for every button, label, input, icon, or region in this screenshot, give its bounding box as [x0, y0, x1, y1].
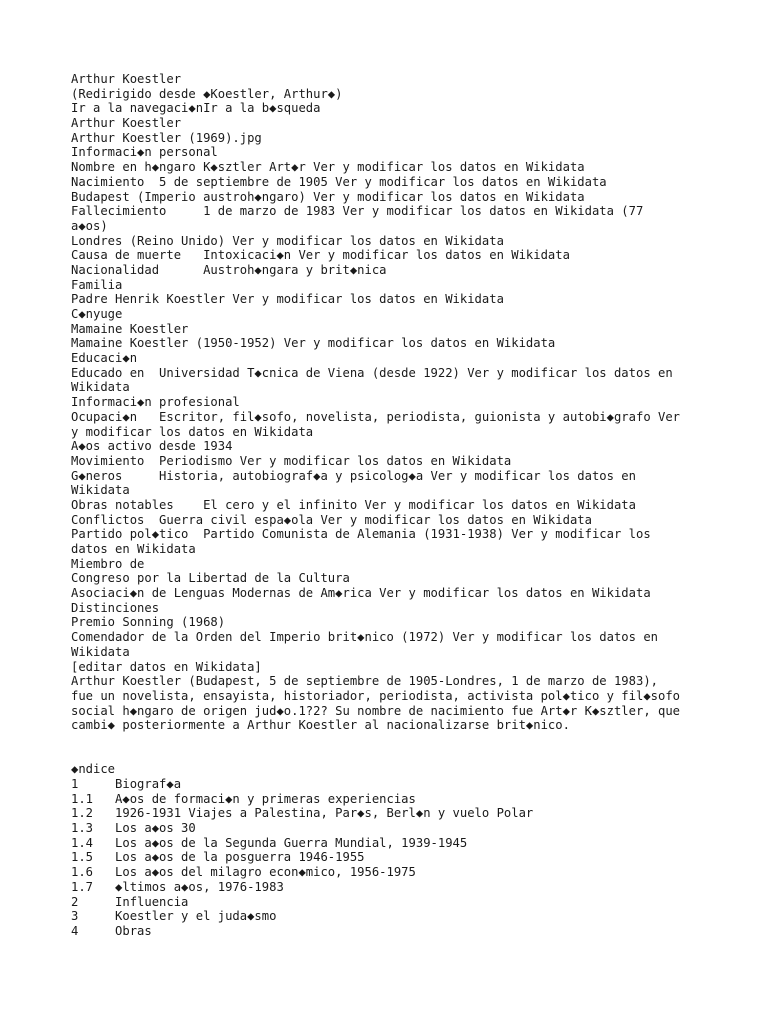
text-line: Londres (Reino Unido) Ver y modificar los datos en Wikidata [71, 233, 504, 248]
text-line: Wikidata [71, 644, 130, 659]
text-line: Congreso por la Libertad de la Cultura [71, 571, 350, 586]
text-line: Comendador de la Orden del Imperio brit◆nico (1972) Ver y modificar los datos en [71, 630, 658, 645]
text-line: Nombre en h◆ngaro K◆sztler Art◆r Ver y modificar los datos en Wikidata [71, 160, 585, 175]
text-line: Mamaine Koestler (1950-1952) Ver y modificar los datos en Wikidata [71, 336, 556, 351]
text-line: Obras notables El cero y el infinito Ver y modificar los datos en Wikidata [71, 497, 636, 512]
text-line: 1.1 A◆os de formaci◆n y primeras experiencias [71, 791, 416, 806]
text-line: Asociaci◆n de Lenguas Modernas de Am◆rica Ver y modificar los datos en Wikidata [71, 586, 651, 601]
text-line: 1.7 ◆ltimos a◆os, 1976-1983 [71, 879, 284, 894]
text-line: C◆nyuge [71, 307, 123, 321]
text-line: Partido pol◆tico Partido Comunista de Alemania (1931-1938) Ver y modificar los [71, 527, 651, 542]
text-line: 1 Biograf◆a [71, 777, 182, 791]
text-line: Causa de muerte Intoxicaci◆n Ver y modificar los datos en Wikidata [71, 248, 570, 263]
text-line: 1.2 1926-1931 Viajes a Palestina, Par◆s, Berl◆n y vuelo Polar [71, 806, 534, 821]
text-line: G◆neros Historia, autobiograf◆a y psicolog◆a Ver y modificar los datos en [71, 468, 636, 483]
text-line: Distinciones [71, 600, 160, 615]
text-line: 1.3 Los a◆os 30 [71, 821, 196, 836]
text-line: 4 Obras [71, 923, 152, 938]
text-line: Ir a la navegaci◆nIr a la b◆squeda [71, 101, 321, 116]
text-line: 1.4 Los a◆os de la Segunda Guerra Mundial, 1939-1945 [71, 835, 468, 850]
text-line: (Redirigido desde ◆Koestler, Arthur◆) [71, 86, 343, 101]
text-line: Arthur Koestler [71, 72, 182, 86]
blank-line [71, 748, 691, 763]
text-line: Fallecimiento 1 de marzo de 1983 Ver y modificar los datos en Wikidata (77 [71, 204, 644, 219]
text-line: 1.6 Los a◆os del milagro econ◆mico, 1956-1975 [71, 865, 416, 880]
text-line: Familia [71, 277, 123, 292]
text-line: ◆ndice [71, 762, 116, 777]
text-line: y modificar los datos en Wikidata [71, 424, 314, 439]
text-line: 2 Influencia [71, 894, 189, 909]
text-line: 3 Koestler y el juda◆smo [71, 909, 277, 924]
text-line: a◆os) [71, 218, 108, 233]
text-line: Educaci◆n [71, 351, 138, 366]
blank-line [71, 733, 691, 748]
text-line: Educado en Universidad T◆cnica de Viena (desde 1922) Ver y modificar los datos en [71, 365, 673, 380]
text-line: Budapest (Imperio austroh◆ngaro) Ver y modificar los datos en Wikidata [71, 189, 585, 204]
text-line: Informaci◆n personal [71, 145, 218, 160]
text-line: Wikidata [71, 483, 130, 498]
text-line: 1.5 Los a◆os de la posguerra 1946-1955 [71, 850, 365, 865]
text-line: Arthur Koestler [71, 116, 182, 131]
text-line: datos en Wikidata [71, 542, 196, 556]
text-line: Arthur Koestler (1969).jpg [71, 130, 262, 145]
text-line: Mamaine Koestler [71, 321, 189, 336]
text-line: Arthur Koestler (Budapest, 5 de septiembre de 1905-Londres, 1 de marzo de 1983), [71, 674, 658, 689]
text-line: Miembro de [71, 556, 145, 571]
text-line: fue un novelista, ensayista, historiador, periodista, activista pol◆tico y fil◆sofo [71, 688, 681, 703]
document-text [71, 72, 691, 939]
text-line: [editar datos en Wikidata] [71, 659, 262, 674]
text-line: Movimiento Periodismo Ver y modificar los datos en Wikidata [71, 453, 512, 468]
text-line: social h◆ngaro de origen jud◆o.1?2? Su nombre de nacimiento fue Art◆r K◆sztler, que [71, 703, 681, 718]
text-line: Padre Henrik Koestler Ver y modificar los datos en Wikidata [71, 292, 504, 307]
text-line: Wikidata [71, 380, 130, 395]
text-line: Informaci◆n profesional [71, 395, 240, 410]
text-line: Nacionalidad Austroh◆ngara y brit◆nica [71, 262, 387, 277]
text-line: Premio Sonning (1968) [71, 615, 226, 630]
text-line: Conflictos Guerra civil espa◆ola Ver y modificar los datos en Wikidata [71, 512, 592, 527]
text-line: Nacimiento 5 de septiembre de 1905 Ver y modificar los datos en Wikidata [71, 174, 607, 189]
text-line: Ocupaci◆n Escritor, fil◆sofo, novelista, periodista, guionista y autobi◆grafo Ver [71, 409, 681, 424]
text-line: cambi◆ posteriormente a Arthur Koestler al nacionalizarse brit◆nico. [71, 718, 570, 733]
text-line: A◆os activo desde 1934 [71, 439, 233, 454]
